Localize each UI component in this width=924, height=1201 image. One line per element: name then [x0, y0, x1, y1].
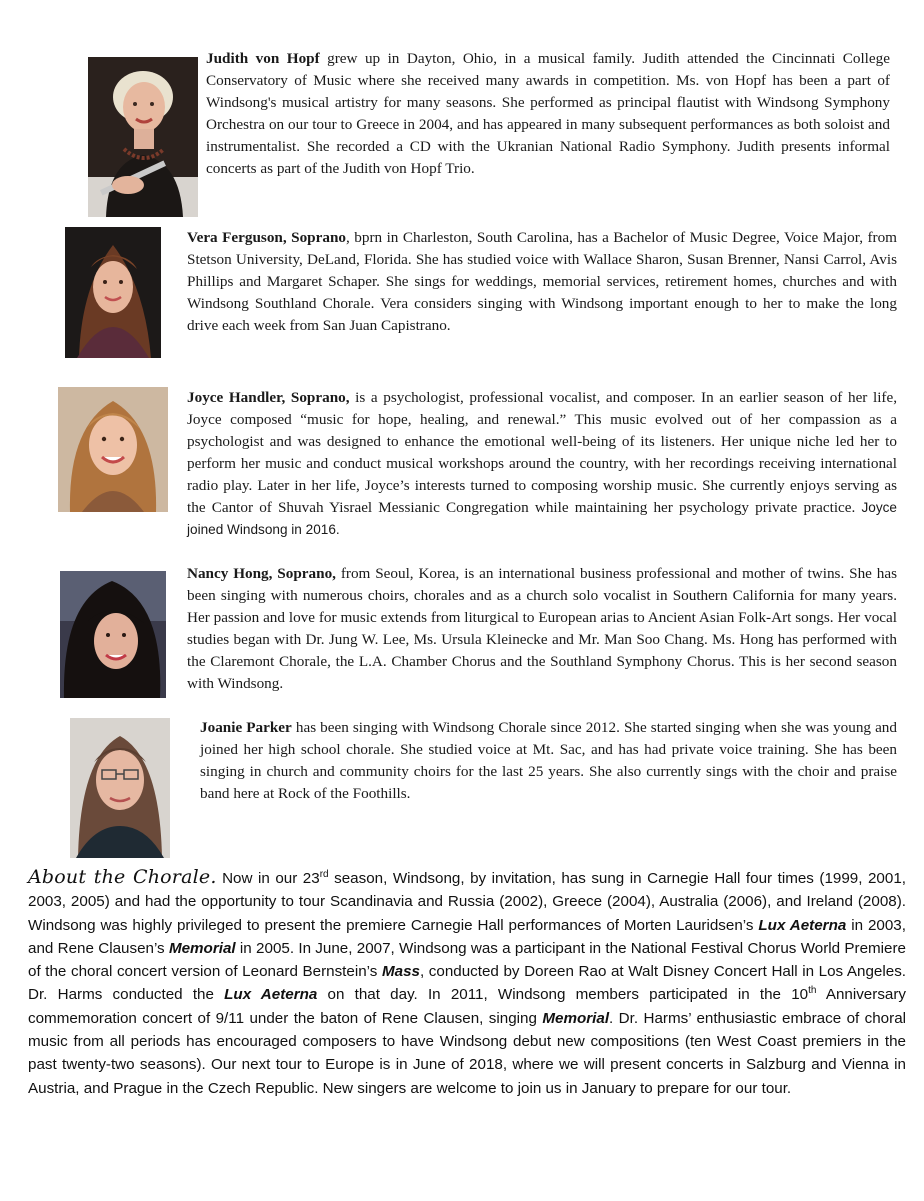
about-text: Now in our 23: [216, 870, 320, 887]
bio-nancy-hong: [187, 563, 897, 695]
about-text: in 2003, and Rene Clausen’s: [28, 916, 906, 957]
bio-vera-ferguson: [187, 227, 897, 337]
photo-judith-von-hopf: [88, 57, 198, 217]
work-title: Lux Aeterna: [758, 916, 847, 934]
photo-nancy-hong: [60, 571, 166, 698]
work-title: Memorial: [168, 939, 236, 957]
about-text: in 2005. In June, 2007, Windsong was a participant in the National Festival Chorus World Premiere of the choral concert version of Leonard Bernstein’s: [28, 939, 906, 981]
bio-text: from Seoul, Korea, is an international business professional and mother of twins. She has been singing with numerous choirs, chorales and as a church solo vocalist in Southern California for many years. Her passion and love for music extends from liturgical to European arias to Ancient Asian Folk-Art songs. Her vocal studies began with Dr. Jung W. Lee, Ms. Ursula Kleinecke and Mr. Man Soo Chang. Ms. Hong has performed with the Claremont Chorale, the L.A. Chamber Chorus and the Southland Symphony Chorus. This is her second season with Windsong.: [187, 565, 897, 692]
bio-note: Joyce joined Windsong in 2016.: [187, 500, 897, 537]
about-the-chorale: [28, 866, 906, 1100]
bio-name: Joyce Handler, Soprano,: [187, 389, 350, 406]
bio-text: has been singing with Windsong Chorale since 2012. She started singing when she was young and joined her high school chorale. She studied voice at Mt. Sac, and has had private voice training. She has been singing in church and community choirs for the last 25 years. She also currently sings with the choir and praise band here at Rock of the Foothills.: [200, 719, 897, 802]
superscript: th: [808, 985, 817, 997]
about-text: . Dr. Harms’ enthusiastic embrace of choral music from all periods has encouraged composers to have Windsong debut new compositions (ten West Coast premiers in the past twenty-two seasons). Our next tour to Europe is in June of 2018, where we will present concerts in Salzburg and Vienna in Austria, and Prague in the Czech Republic. New singers are welcome to join us in January to prepare for our tour.: [28, 1009, 907, 1097]
bio-name: Nancy Hong, Soprano,: [187, 565, 336, 582]
work-title: Mass: [381, 963, 420, 981]
photo-joanie-parker: [70, 718, 170, 858]
bio-text: , bprn in Charleston, South Carolina, has a Bachelor of Music Degree, Voice Major, from Stetson University, DeLand, Florida. She has studied voice with Wallace Sharon, Susan Brenner, Nansi Carrol, Avis Phillips and Margaret Schaper. She sings for weddings, memorial services, retirement homes, churches and with Windsong Southland Chorale. Vera considers singing with Windsong important enough to her to make the long drive each week from San Juan Capistrano.: [187, 229, 897, 334]
about-text: on that day. In 2011, Windsong members participated in the 10: [317, 986, 809, 1004]
bio-joanie-parker: [200, 717, 897, 805]
bio-text: is a psychologist, professional vocalist, and composer. In an earlier season of her life, Joyce composed “music for hope, healing, and renewal.” This music evolved out of her compassion as a psychologist and was designed to enhance the emotional well-being of its listeners. Her unique niche led her to perform her music and conduct musical workshops around the country, with her recordings receiving international radio play. Later in her life, Joyce’s interests turned to composing worship music. She currently enjoys serving as the Cantor of Shuvah Yisrael Messianic Congregation while maintaining her psychology private practice.: [187, 389, 898, 516]
bio-joyce-handler: [187, 387, 897, 541]
bio-name: Vera Ferguson, Soprano: [187, 229, 346, 246]
bio-name: Judith von Hopf: [206, 50, 320, 67]
work-title: Lux Aeterna: [224, 986, 318, 1004]
about-text: Anniversary commemoration concert of 9/11 under the baton of Rene Clausen, singing: [28, 986, 907, 1027]
bio-judith-von-hopf: [206, 48, 890, 180]
superscript: rd: [319, 868, 329, 880]
about-text: season, Windsong, by invitation, has sung in Carnegie Hall four times (1999, 2001, 2003, 2005) and had the opportunity to tour Scandinavia and Russia (2002), Greece (2004), Australia (2006), and Ireland (2008). Windsong was highly privileged to present the premiere Carnegie Hall performances of Morten Lauridsen’s: [28, 870, 906, 934]
work-title: Memorial: [542, 1009, 610, 1027]
bio-name: Joanie Parker: [200, 719, 292, 736]
photo-vera-ferguson: [65, 227, 161, 358]
photo-joyce-handler: [58, 387, 168, 512]
about-text: , conducted by Doreen Rao at Walt Disney Concert Hall in Los Angeles. Dr. Harms conducted the: [28, 963, 907, 1004]
about-heading: About the Chorale.: [28, 866, 217, 888]
bio-text: grew up in Dayton, Ohio, in a musical family. Judith attended the Cincinnati College Conservatory of Music where she received many awards in competition. Ms. von Hopf has been a part of Windsong's musical artistry for many seasons. She performed as principal flautist with Windsong Symphony Orchestra on our tour to Greece in 2004, and has appeared in many subsequent performances as both soloist and instrumentalist. She recorded a CD with the Ukranian National Radio Symphony. Judith presents informal concerts as part of the Judith von Hopf Trio.: [206, 50, 890, 177]
